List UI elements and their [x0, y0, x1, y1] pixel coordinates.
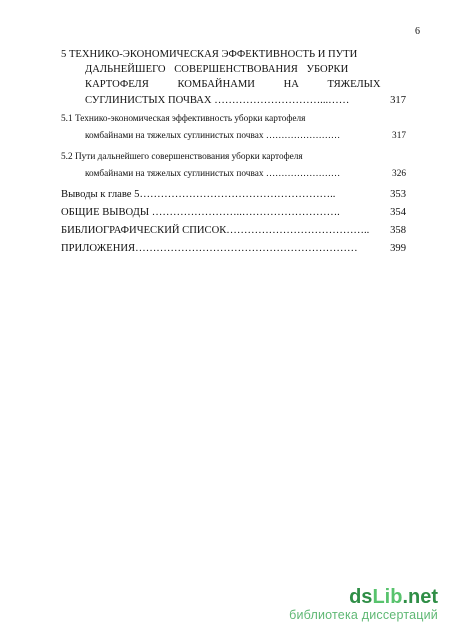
toc-entry-title: комбайнами на тяжелых суглинистых почвах …………………… [85, 169, 341, 180]
toc-entry-title: ОБЩИЕ ВЫВОДЫ ……………………..………………………. [61, 207, 340, 219]
toc-entry-title: ПРИЛОЖЕНИЯ……………………………………………………… [61, 243, 358, 255]
toc-entry-title: комбайнами на тяжелых суглинистых почвах …………………… [85, 131, 341, 142]
toc-page-number: 317 [387, 93, 406, 108]
toc-page-number: 399 [387, 241, 406, 256]
toc-page-number: 317 [389, 128, 406, 146]
toc-entry-bibliography[interactable] [61, 223, 406, 238]
toc-entry-chapter-5-conclusions[interactable] [61, 187, 406, 202]
page-number: 6 [415, 26, 420, 37]
watermark [289, 586, 438, 622]
toc-entry-appendices[interactable] [61, 241, 406, 256]
logo-net: .net [402, 586, 438, 608]
toc-entry-general-conclusions[interactable] [61, 205, 406, 220]
toc-entry-title: ДАЛЬНЕЙШЕГО СОВЕРШЕНСТВОВАНИЯ УБОРКИ [85, 64, 349, 76]
toc-entry-section-5-2[interactable] [61, 149, 406, 184]
toc-entry-title: 5.1 Технико-экономическая эффективность уборки картофеля [61, 113, 306, 124]
logo-lib: Lib [372, 586, 403, 608]
toc-entry-chapter-5[interactable] [61, 47, 406, 108]
watermark-logo [289, 586, 438, 608]
toc-entry-title: КАРТОФЕЛЯ КОМБАЙНАМИ НА ТЯЖЕЛЫХ [85, 79, 381, 91]
toc-page-number: 354 [387, 205, 406, 220]
table-of-contents [61, 47, 406, 260]
toc-entry-title: Выводы к главе 5……………………………………………….. [61, 188, 336, 200]
toc-entry-title: 5 ТЕХНИКО-ЭКОНОМИЧЕСКАЯ ЭФФЕКТИВНОСТЬ И ПУТИ [61, 49, 358, 60]
logo-ds: ds [349, 586, 373, 608]
toc-entry-title: 5.2 Пути дальнейшего совершенствования уборки картофеля [61, 151, 303, 162]
toc-entry-title: СУГЛИНИСТЫХ ПОЧВАХ …………………………...…… [85, 94, 350, 106]
toc-entry-section-5-1[interactable] [61, 111, 406, 146]
watermark-subtitle: библиотека диссертаций [289, 608, 438, 622]
toc-page-number: 353 [387, 187, 406, 202]
toc-page-number: 326 [389, 166, 406, 184]
toc-page-number: 358 [387, 223, 406, 238]
toc-entry-title: БИБЛИОГРАФИЧЕСКИЙ СПИСОК………………………………….. [61, 225, 370, 237]
